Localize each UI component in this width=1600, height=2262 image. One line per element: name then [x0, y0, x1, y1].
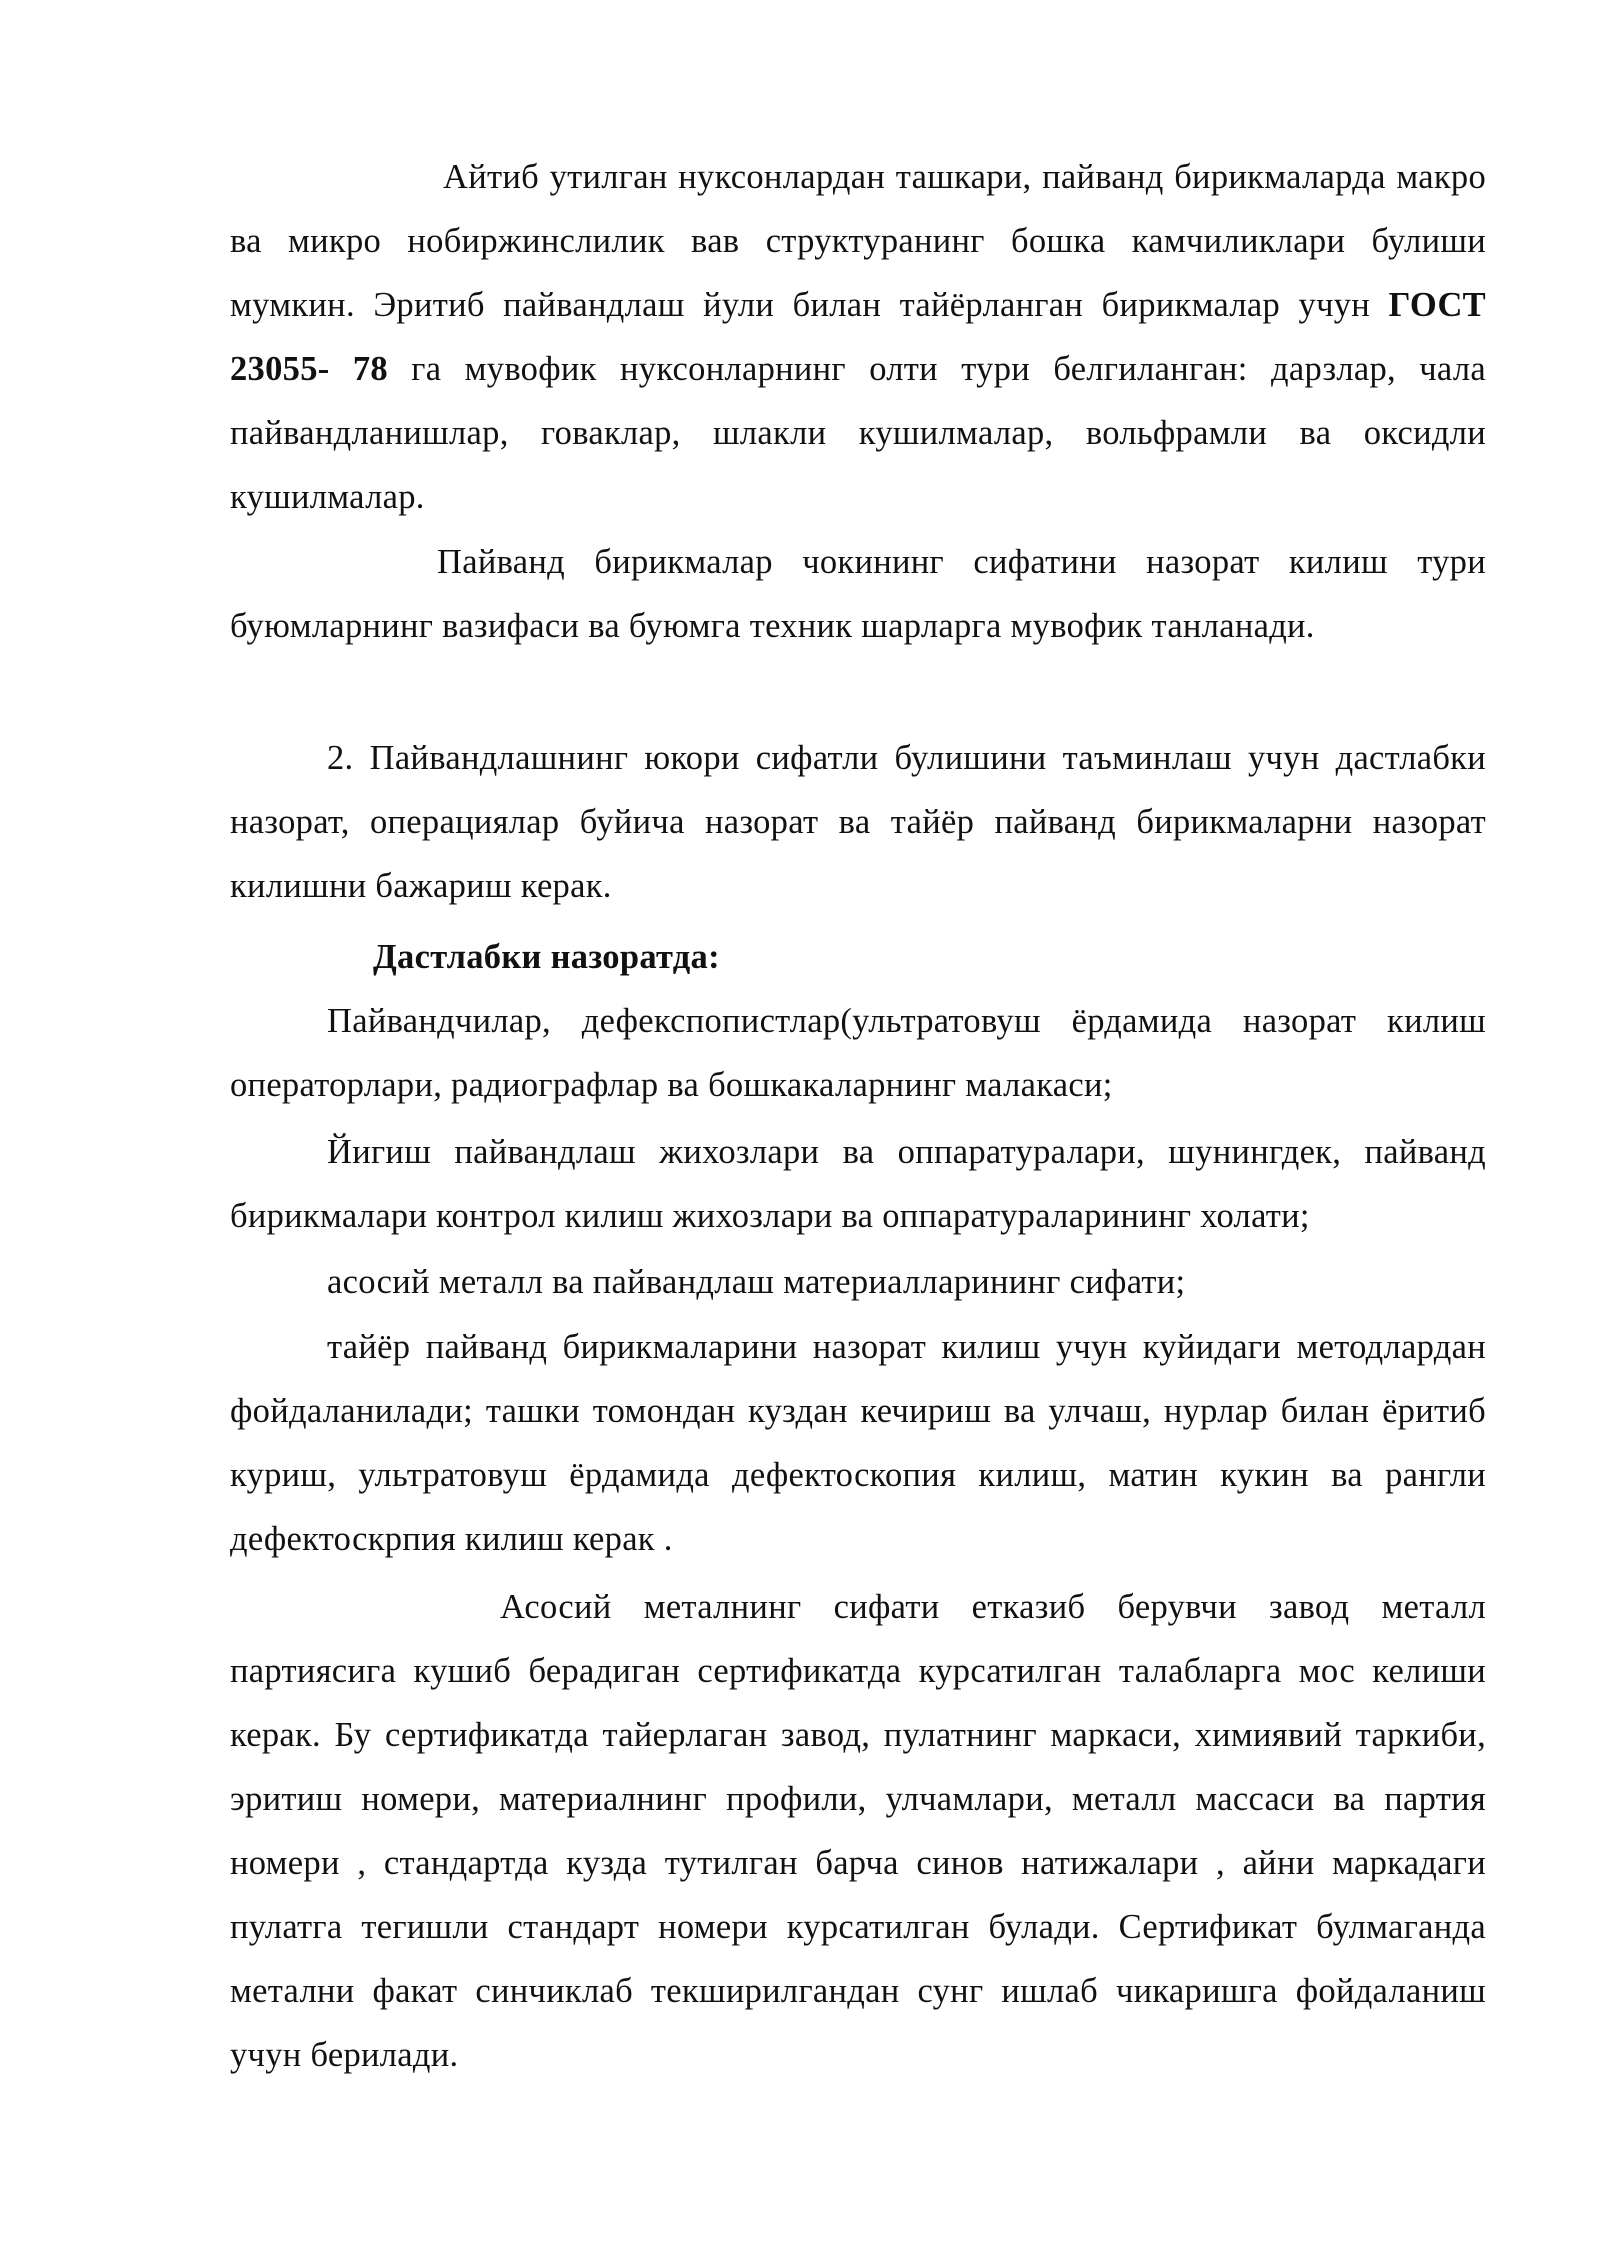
paragraph-defects-text-end: га мувофик нуксонларнинг олти тури белгиланган: дарзлар, чала пайвандланишлар, говаклар, шлакли кушилмалар, вольфрамли ва оксидли кушилмалар. [230, 350, 1486, 516]
paragraph-defects-text-start: Айтиб утилган нуксонлардан ташкари, пайванд бирикмаларда макро ва микро нобиржинслилик вав структуранинг бошка камчиликлари булиши мумкин. Эритиб пайвандлаш йули билан тайёрланган бирикмалар учун [230, 158, 1486, 324]
gost-standard-reference: ГОСТ 23055- 78 [230, 286, 1486, 388]
paragraph-quality-assurance: 2. Пайвандлашнинг юкори сифатли булишини таъминлаш учун дастлабки назорат, операциялар буйича назорат ва тайёр пайванд бирикмаларни назорат килишни бажариш керак. [230, 739, 1486, 905]
paragraph-inspection-methods: тайёр пайванд бирикмаларини назорат килиш учун куйидаги методлардан фойдаланилади; ташки томондан куздан кечириш ва улчаш, нурлар билан ёритиб куриш, ультратовуш ёрдамида дефектоскопия килиш, матин кукин ва рангли дефектоскрпия килиш керак . [230, 1328, 1486, 1558]
paragraph-equipment-condition: Йигиш пайвандлаш жихозлари ва оппаратуралари, шунингдек, пайванд бирикмалари контрол килиш жихозлари ва оппаратураларининг холати; [230, 1133, 1486, 1235]
paragraph-control-type: Пайванд бирикмалар чокининг сифатини назорат килиш тури буюмларнинг вазифаси ва буюмга техник шарларга мувофик танланади. [230, 543, 1486, 645]
paragraph-personnel-qualification: Пайвандчилар, дефекспопистлар(ультратовуш ёрдамида назорат килиш операторлари, радиографлар ва бошкакаларнинг малакаси; [230, 1002, 1486, 1104]
heading-preliminary-control: Дастлабки назоратда: [373, 938, 720, 976]
paragraph-defects [230, 145, 1486, 529]
paragraph-metal-certificate: Асосий металнинг сифати етказиб берувчи завод металл партиясига кушиб берадиган сертификатда курсатилган талабларга мос келиши керак. Бу сертификатда тайерлаган завод, пулатнинг маркаси, химиявий таркиби, эритиш номери, материалнинг профили, улчамлари, металл массаси ва партия номери , стандартда кузда тутилган барча синов натижалари , айни маркадаги пулатга тегишли стандарт номери курсатилган булади. Сертификат булмаганда метални факат синчиклаб текширилгандан сунг ишлаб чикаришга фойдаланиш учун берилади. [230, 1588, 1486, 2074]
paragraph-material-quality: асосий металл ва пайвандлаш материалларининг сифати; [327, 1263, 1186, 1301]
